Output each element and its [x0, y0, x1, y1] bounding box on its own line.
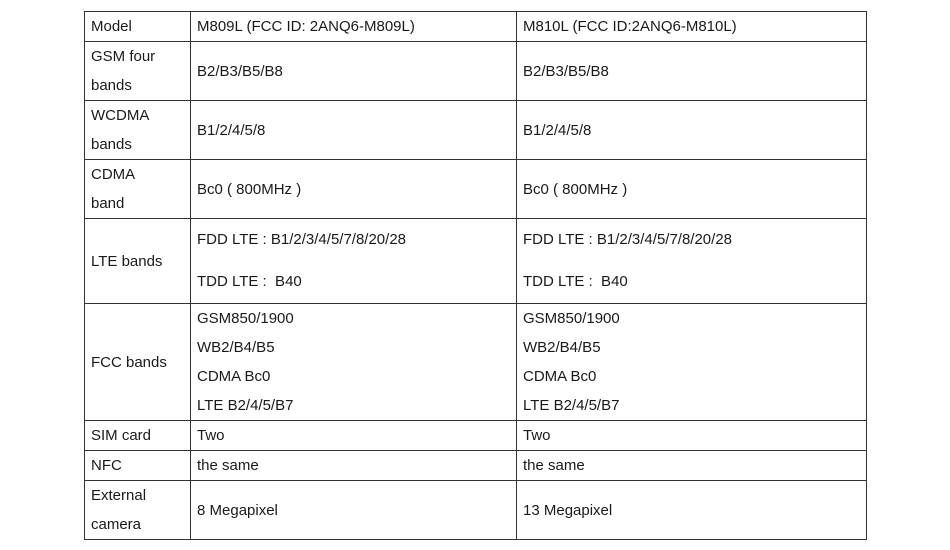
row-label-cell	[85, 304, 191, 421]
cell-text: TDD LTE : B40	[523, 273, 628, 290]
cell-text: Bc0 ( 800MHz )	[523, 180, 628, 198]
cell-text: TDD LTE : B40	[197, 273, 302, 290]
m810l-cell	[517, 42, 867, 101]
table-row	[85, 451, 867, 481]
m809l-cell	[191, 42, 517, 101]
m810l-cell	[517, 12, 867, 42]
m810l-cell	[517, 219, 867, 304]
cell-text: FDD LTE : B1/2/3/4/5/7/8/20/28	[197, 231, 407, 248]
row-label-text: Model	[91, 18, 132, 35]
row-label-text: bands	[91, 77, 132, 94]
m810l-cell	[517, 451, 867, 481]
m809l-cell	[191, 304, 517, 421]
cell-text: CDMA Bc0	[523, 368, 597, 385]
cell-text: Two	[523, 427, 551, 444]
cell-text: B1/2/4/5/8	[197, 121, 266, 139]
row-label-cell	[85, 101, 191, 160]
cell-text: LTE B2/4/5/B7	[523, 397, 620, 414]
row-label-text: GSM four	[91, 48, 156, 65]
cell-text: GSM850/1900	[523, 310, 620, 327]
spec-table-body	[85, 12, 867, 540]
row-label-text: WCDMA	[91, 107, 150, 124]
table-row	[85, 160, 867, 219]
m809l-cell	[191, 101, 517, 160]
row-label-cell	[85, 12, 191, 42]
row-label-text: FCC bands	[91, 353, 167, 371]
cell-text: WB2/B4/B5	[523, 339, 601, 356]
cell-text: WB2/B4/B5	[197, 339, 275, 356]
cell-text: 8 Megapixel	[197, 501, 278, 519]
cell-text: M810L (FCC ID:2ANQ6-M810L)	[523, 18, 737, 35]
cell-text: LTE B2/4/5/B7	[197, 397, 294, 414]
row-label-cell	[85, 160, 191, 219]
row-label-cell	[85, 451, 191, 481]
table-row	[85, 12, 867, 42]
row-label-text: CDMA	[91, 166, 136, 183]
cell-text: M809L (FCC ID: 2ANQ6-M809L)	[197, 18, 415, 35]
row-label-text: SIM card	[91, 427, 152, 444]
m809l-cell	[191, 451, 517, 481]
m809l-cell	[191, 160, 517, 219]
m809l-cell	[191, 219, 517, 304]
table-row	[85, 101, 867, 160]
table-row	[85, 481, 867, 540]
cell-text: the same	[523, 457, 585, 474]
spec-comparison-table	[84, 11, 867, 540]
m810l-cell	[517, 421, 867, 451]
cell-text: 13 Megapixel	[523, 501, 613, 519]
cell-text: the same	[197, 457, 259, 474]
row-label-text: LTE bands	[91, 252, 163, 270]
table-row	[85, 42, 867, 101]
cell-text: B2/B3/B5/B8	[197, 62, 283, 80]
m809l-cell	[191, 12, 517, 42]
cell-text: Two	[197, 427, 225, 444]
m810l-cell	[517, 101, 867, 160]
table-row	[85, 421, 867, 451]
row-label-text: camera	[91, 516, 142, 533]
row-label-cell	[85, 42, 191, 101]
table-row	[85, 219, 867, 304]
row-label-text: NFC	[91, 457, 122, 474]
cell-text: CDMA Bc0	[197, 368, 271, 385]
cell-text: Bc0 ( 800MHz )	[197, 180, 302, 198]
m809l-cell	[191, 481, 517, 540]
row-label-cell	[85, 421, 191, 451]
row-label-cell	[85, 219, 191, 304]
m810l-cell	[517, 304, 867, 421]
row-label-text: External	[91, 487, 147, 504]
m810l-cell	[517, 160, 867, 219]
m810l-cell	[517, 481, 867, 540]
m809l-cell	[191, 421, 517, 451]
table-row	[85, 304, 867, 421]
cell-text: B2/B3/B5/B8	[523, 62, 609, 80]
cell-text: GSM850/1900	[197, 310, 294, 327]
row-label-text: band	[91, 195, 125, 212]
cell-text: FDD LTE : B1/2/3/4/5/7/8/20/28	[523, 231, 733, 248]
row-label-text: bands	[91, 136, 132, 153]
cell-text: B1/2/4/5/8	[523, 121, 592, 139]
row-label-cell	[85, 481, 191, 540]
